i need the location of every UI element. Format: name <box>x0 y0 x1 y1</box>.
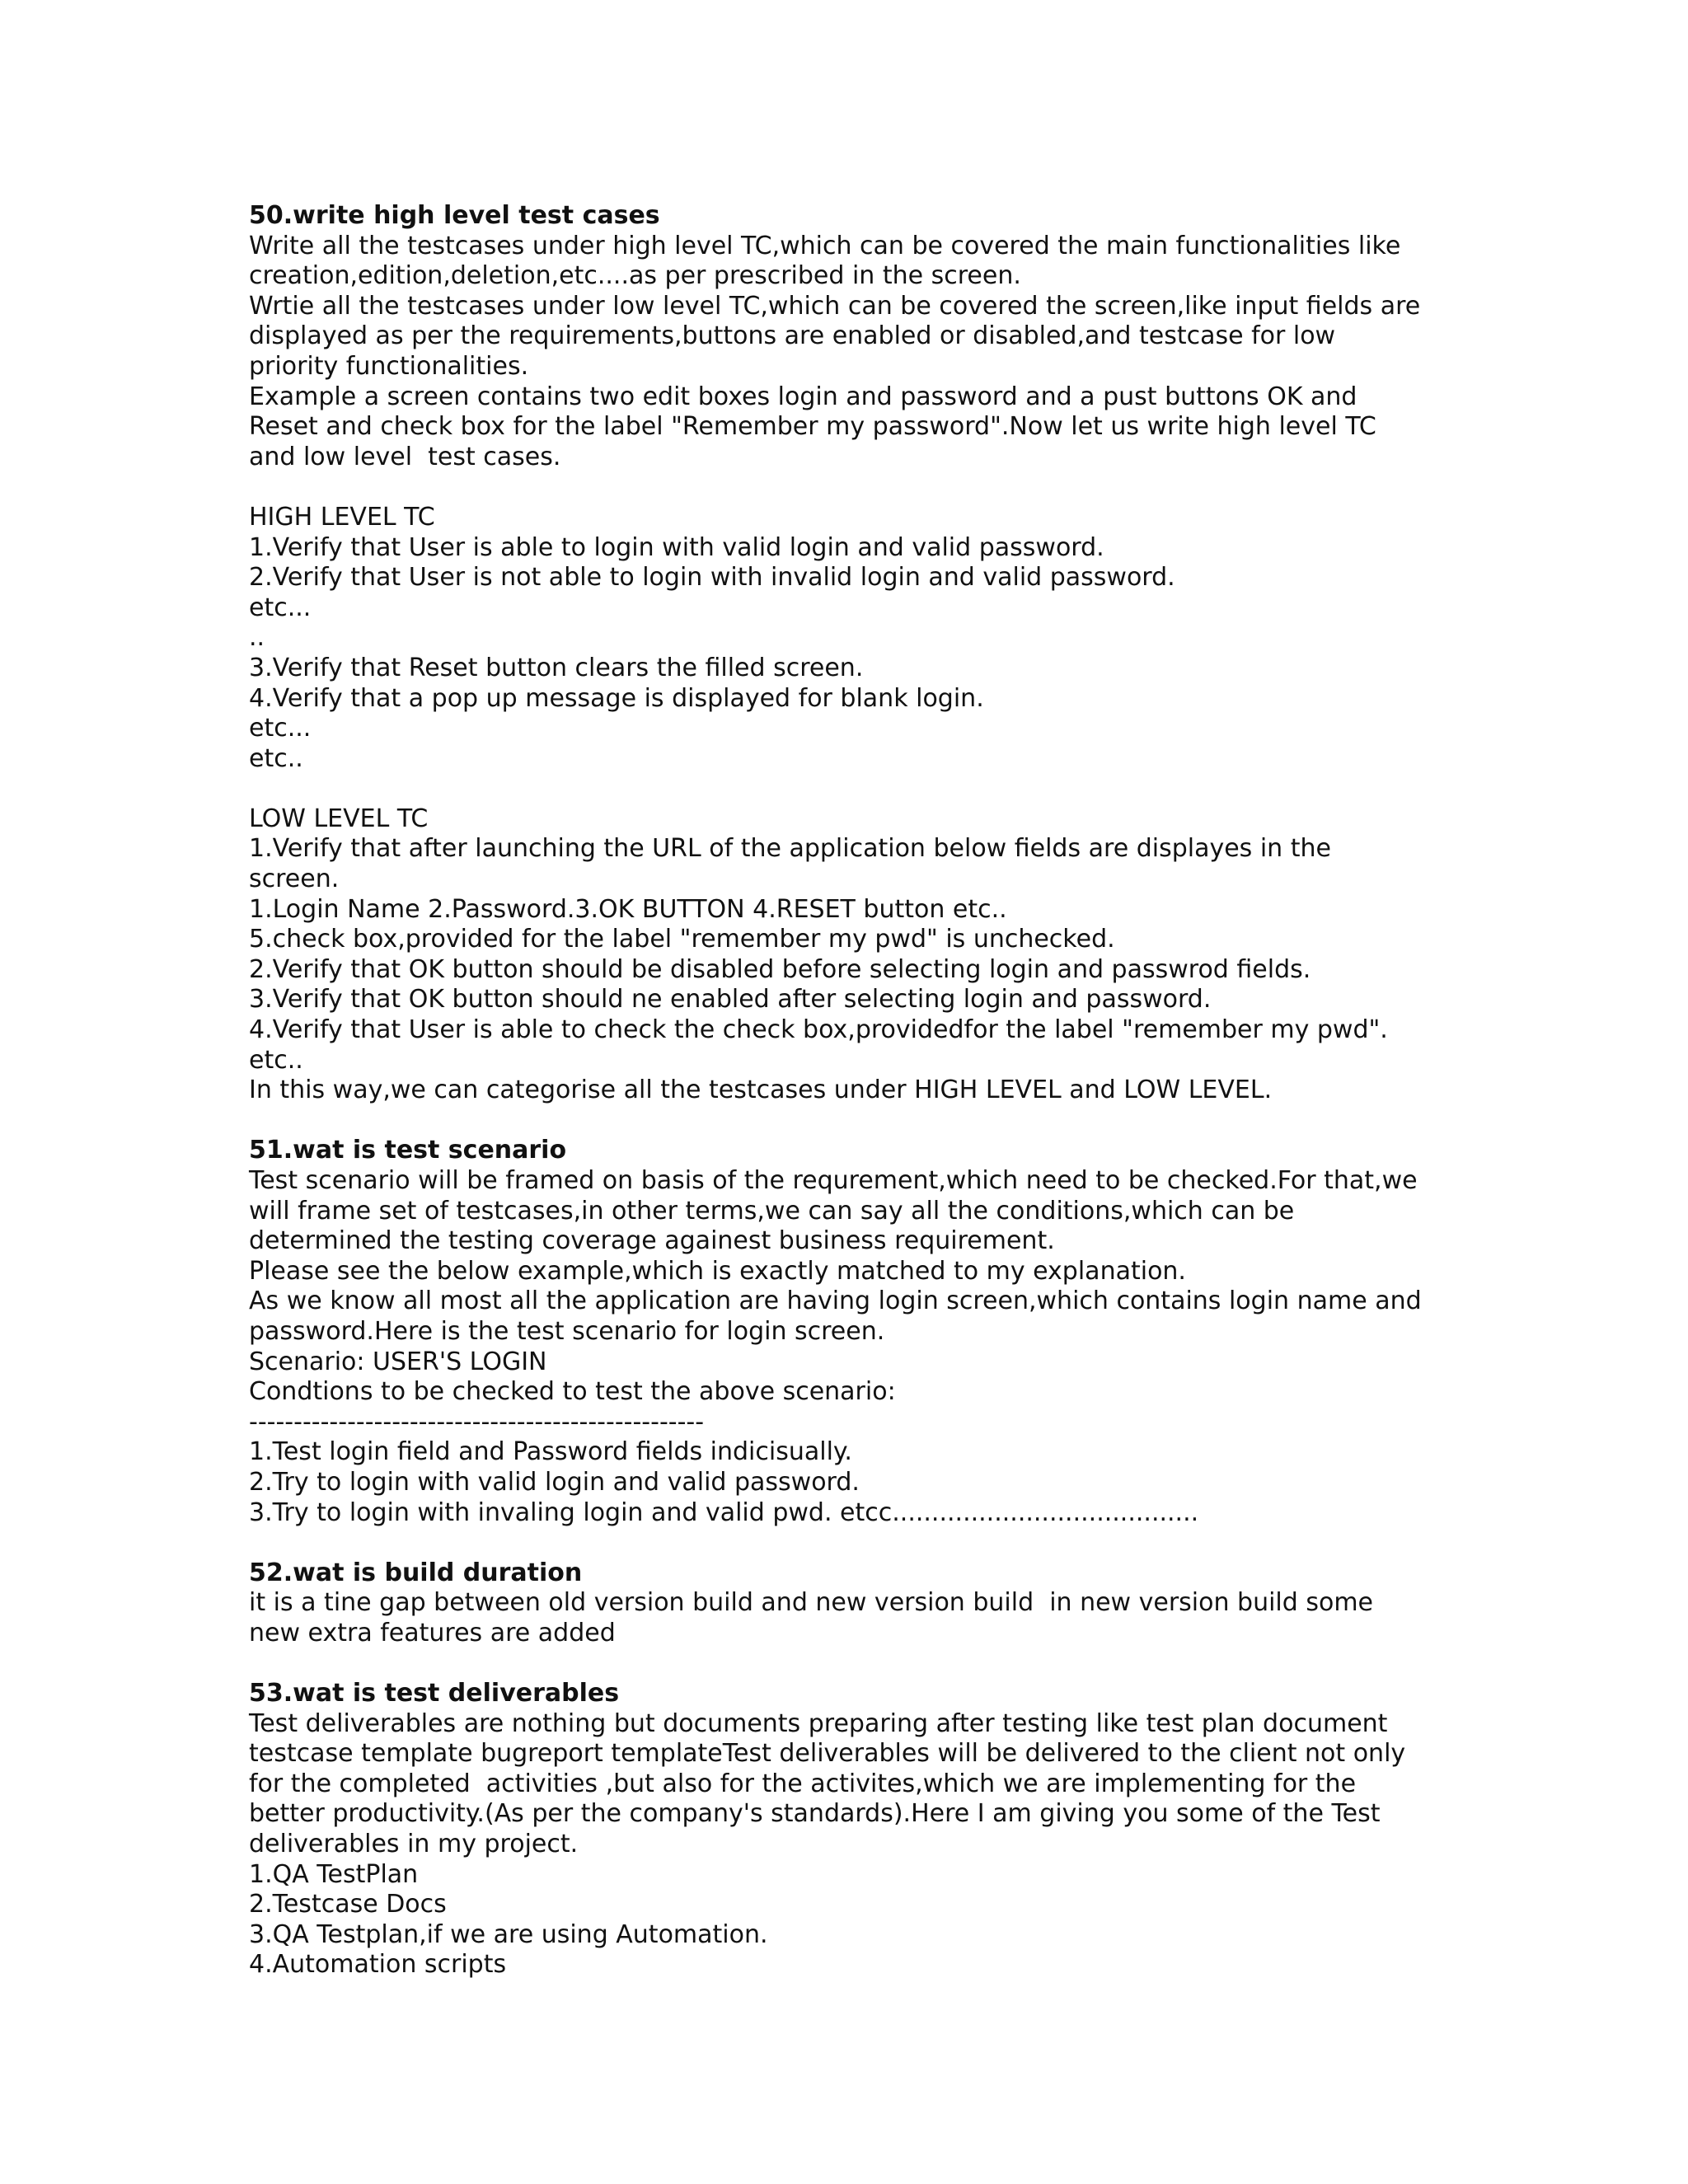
text-line: 3.Verify that Reset button clears the filled screen. <box>249 653 864 682</box>
text-line: creation,edition,deletion,etc....as per prescribed in the screen. <box>249 261 1021 291</box>
text-line: Scenario: USER'S LOGIN <box>249 1347 547 1376</box>
section-spacer <box>249 1106 1461 1137</box>
text-line: Wrtie all the testcases under low level TC,which can be covered the screen,like input fields are <box>249 291 1421 321</box>
text-line: 2.Try to login with valid login and valid password. <box>249 1467 860 1497</box>
text-line: 3.Try to login with invaling login and valid pwd. etcc....................................... <box>249 1497 1199 1527</box>
text-line: determined the testing coverage againest business requirement. <box>249 1226 1055 1256</box>
text-line: 3.Verify that OK button should ne enabled after selecting login and password. <box>249 985 1212 1015</box>
text-line: 2.Verify that User is not able to login with invalid login and valid password. <box>249 563 1175 593</box>
section-heading: 51.wat is test scenario <box>249 1136 567 1165</box>
text-line: Write all the testcases under high level TC,which can be covered the main functionalities like <box>249 231 1401 260</box>
text-line: etc... <box>249 714 312 743</box>
text-line: will frame set of testcases,in other terms,we can say all the conditions,which can be <box>249 1196 1295 1226</box>
text-line: it is a tine gap between old version build and new version build in new version build some <box>249 1588 1374 1618</box>
text-line: 3.QA Testplan,if we are using Automation. <box>249 1919 768 1949</box>
section-spacer <box>249 1649 1461 1680</box>
text-line: Example a screen contains two edit boxes login and password and a pust buttons OK and <box>249 382 1357 411</box>
text-line: new extra features are added <box>249 1618 616 1647</box>
text-line: etc.. <box>249 1045 303 1075</box>
text-line: 1.Verify that after launching the URL of the application below fields are displayes in the <box>249 834 1331 864</box>
document-body <box>249 201 1461 1980</box>
text-line: In this way,we can categorise all the testcases under HIGH LEVEL and LOW LEVEL. <box>249 1076 1273 1105</box>
text-line: --------------------------------------------------- <box>249 1407 705 1436</box>
text-line: and low level test cases. <box>249 442 561 471</box>
text-line: Please see the below example,which is exactly matched to my explanation. <box>249 1256 1186 1286</box>
text-line: LOW LEVEL TC <box>249 804 429 833</box>
text-line: Condtions to be checked to test the above scenario: <box>249 1377 896 1407</box>
text-line: etc.. <box>249 743 303 773</box>
section-heading: 53.wat is test deliverables <box>249 1679 620 1708</box>
text-line: 4.Automation scripts <box>249 1950 507 1980</box>
text-line: better productivity.(As per the company's standards).Here I am giving you some of the Test <box>249 1799 1381 1829</box>
text-line: Test deliverables are nothing but documents preparing after testing like test plan document <box>249 1708 1388 1738</box>
text-line: testcase template bugreport templateTest deliverables will be delivered to the client not only <box>249 1739 1406 1769</box>
text-line: 1.Verify that User is able to login with valid login and valid password. <box>249 532 1104 562</box>
text-line: Reset and check box for the label "Remember my password".Now let us write high level TC <box>249 412 1376 442</box>
text-line: 2.Verify that OK button should be disabled before selecting login and passwrod fields. <box>249 954 1311 984</box>
blank-line <box>249 774 1461 804</box>
section-heading: 50.write high level test cases <box>249 201 660 230</box>
text-line: 2.Testcase Docs <box>249 1890 447 1919</box>
text-line: priority functionalities. <box>249 351 529 381</box>
text-line: As we know all most all the application are having login screen,which contains login name and <box>249 1286 1422 1316</box>
text-line: password.Here is the test scenario for login screen. <box>249 1316 885 1346</box>
text-line: 1.Test login field and Password fields indicisually. <box>249 1437 852 1467</box>
section-spacer <box>249 1528 1461 1558</box>
text-line: 1.Login Name 2.Password.3.OK BUTTON 4.RESET button etc.. <box>249 894 1007 924</box>
text-line: HIGH LEVEL TC <box>249 502 435 532</box>
text-line: deliverables in my project. <box>249 1830 579 1859</box>
text-line: 1.QA TestPlan <box>249 1859 419 1889</box>
text-line: 5.check box,provided for the label "remember my pwd" is unchecked. <box>249 925 1115 954</box>
text-line: for the completed activities ,but also for the activites,which we are implementing for the <box>249 1769 1357 1798</box>
text-line: .. <box>249 623 265 653</box>
section-heading: 52.wat is build duration <box>249 1558 583 1587</box>
text-line: displayed as per the requirements,buttons are enabled or disabled,and testcase for low <box>249 321 1336 351</box>
text-line: 4.Verify that a pop up message is displayed for blank login. <box>249 683 984 713</box>
text-line: Test scenario will be framed on basis of the requrement,which need to be checked.For that,we <box>249 1166 1418 1195</box>
blank-line <box>249 472 1461 503</box>
text-line: 4.Verify that User is able to check the check box,providedfor the label "remember my pwd". <box>249 1015 1388 1045</box>
text-line: etc... <box>249 593 312 622</box>
text-line: screen. <box>249 865 340 894</box>
